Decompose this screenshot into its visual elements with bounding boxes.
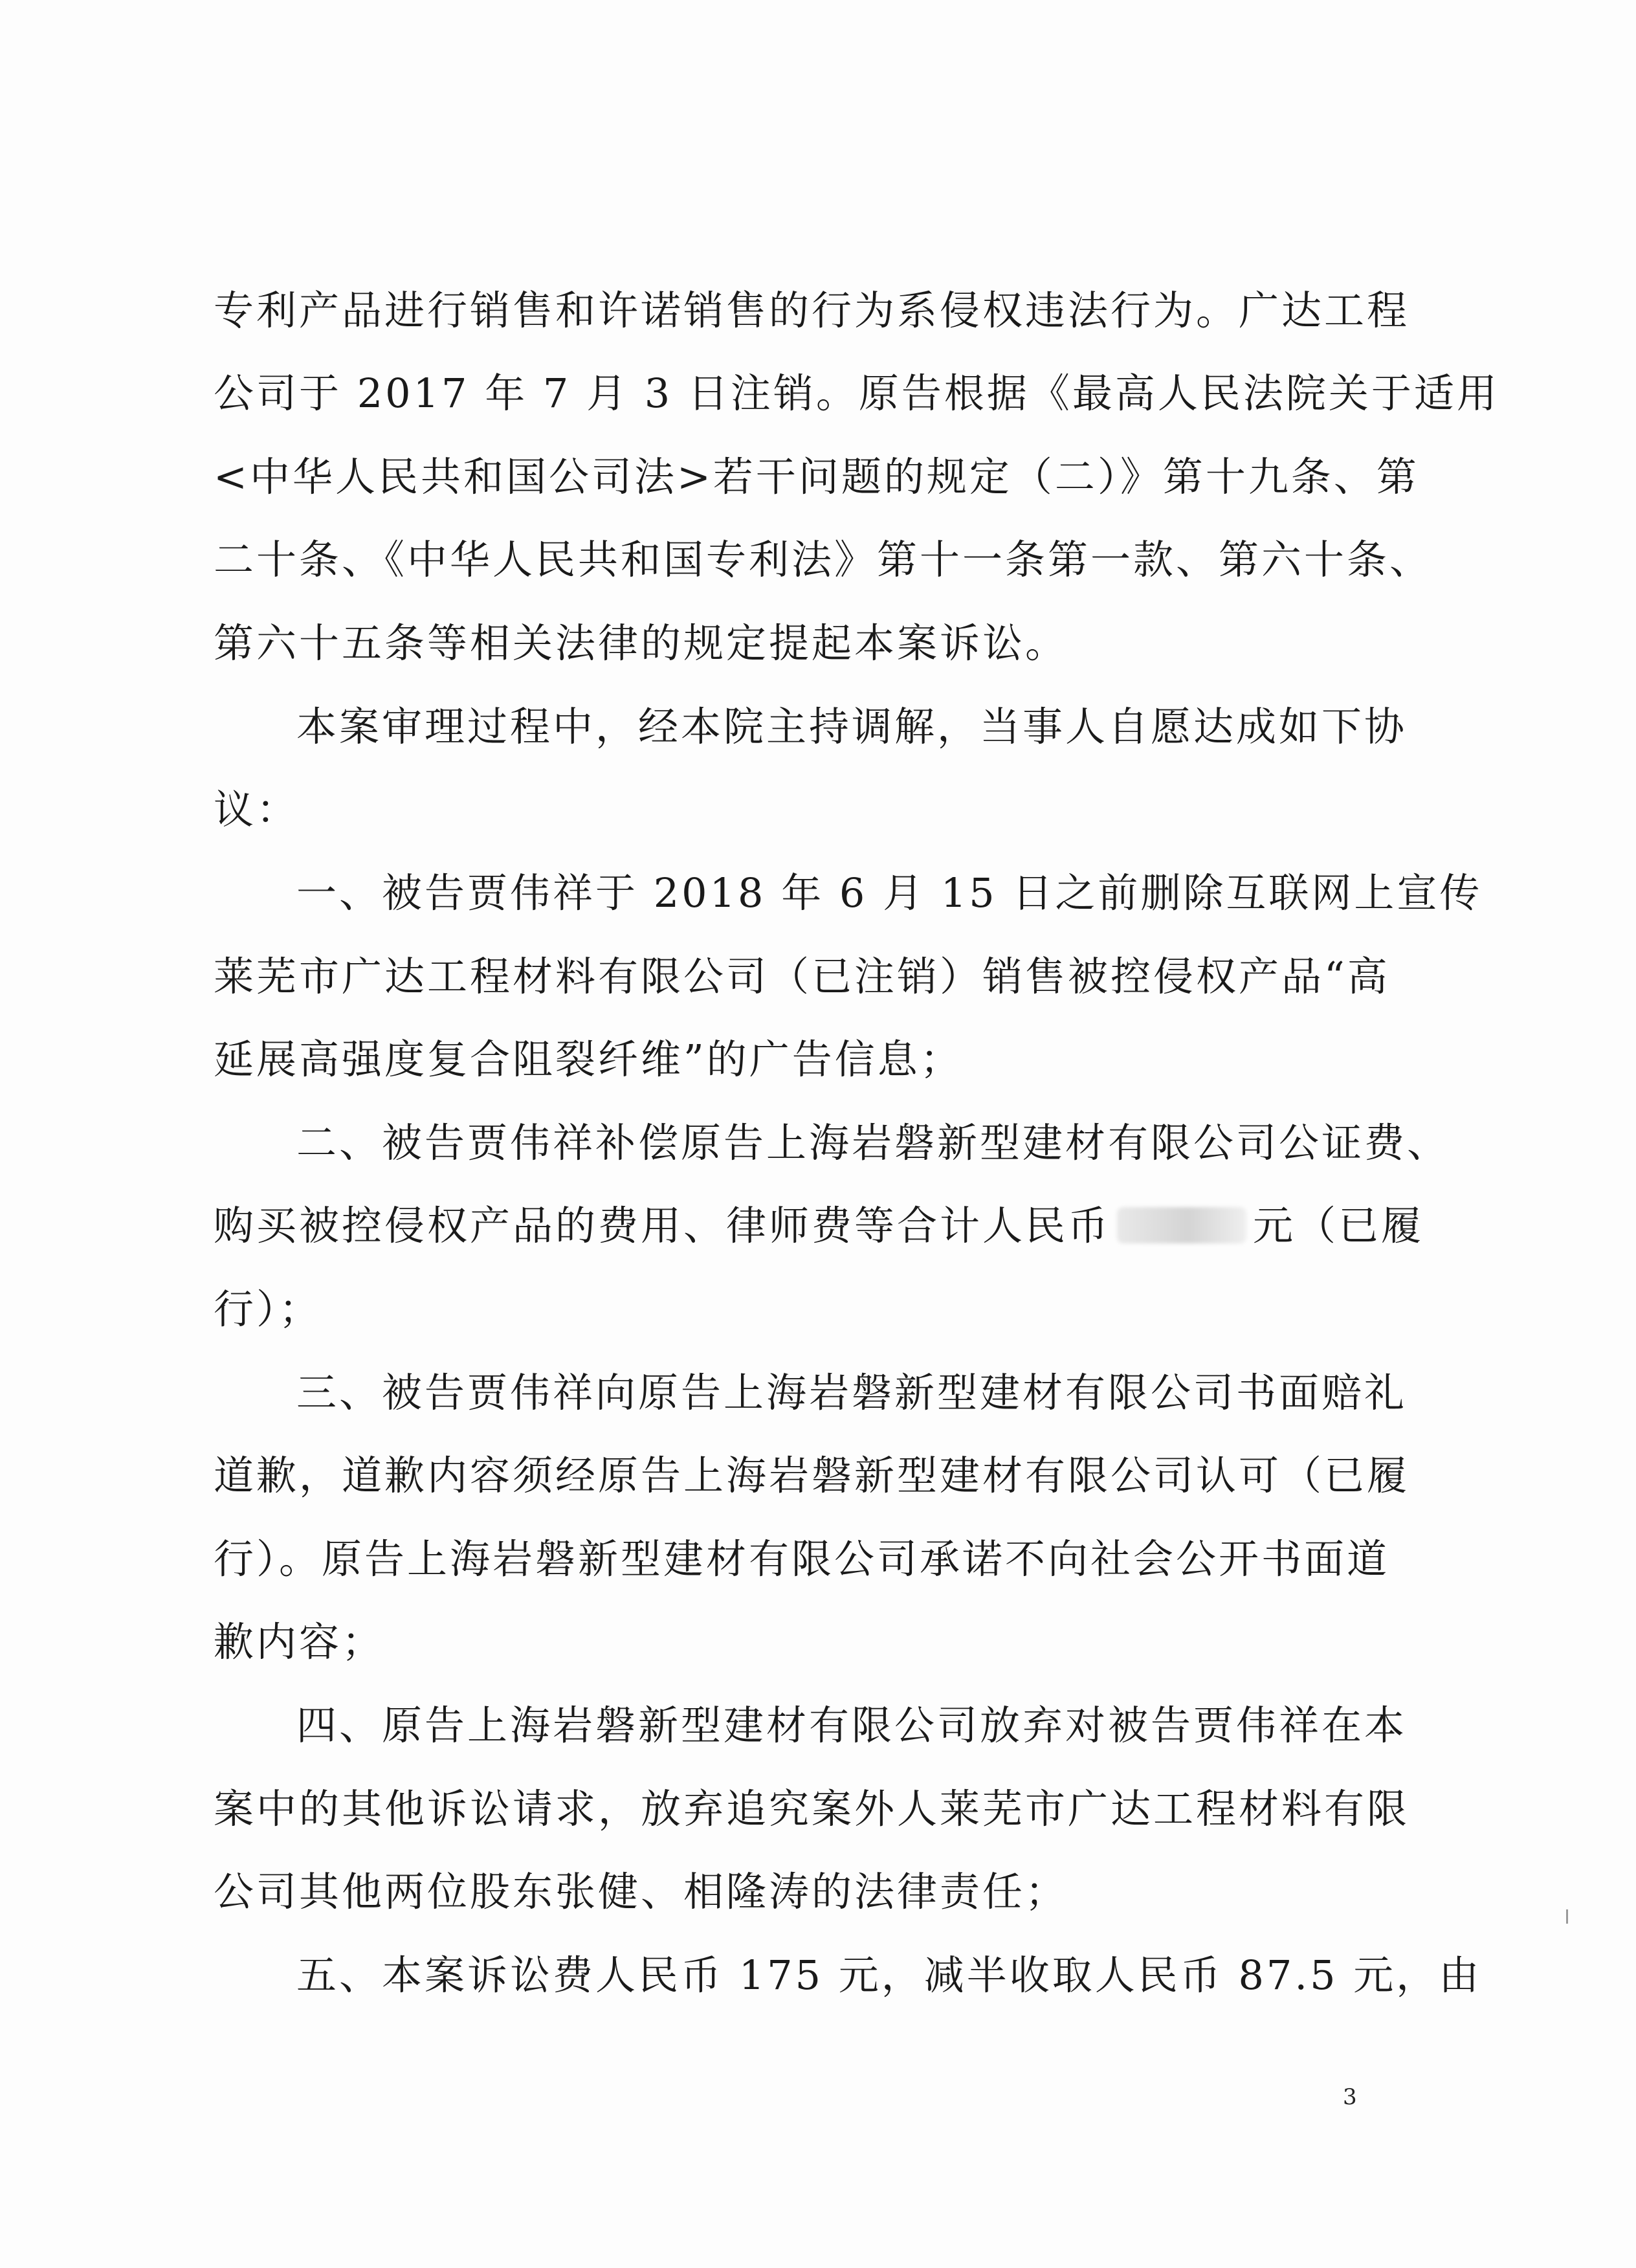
text-line-7: 议： — [214, 786, 300, 833]
text-line-5: 第六十五条等相关法律的规定提起本案诉讼。 — [214, 619, 1068, 667]
text-line-12 — [214, 1200, 1424, 1252]
text-line-12-start: 购买被控侵权产品的费用、律师费等合计人民币 — [214, 1202, 1111, 1249]
text-line-20: 公司其他两位股东张健、相隆涛的法律责任； — [214, 1868, 1068, 1915]
text-line-11: 二、被告贾伟祥补偿原告上海岩磐新型建材有限公司公证费、 — [296, 1119, 1450, 1166]
text-line-17: 歉内容； — [214, 1618, 385, 1665]
text-line-16: 行）。原告上海岩磐新型建材有限公司承诺不向社会公开书面道 — [214, 1535, 1390, 1583]
text-line-1: 专利产品进行销售和许诺销售的行为系侵权违法行为。广达工程 — [214, 287, 1410, 334]
text-line-21: 五、本案诉讼费人民币 175 元，减半收取人民币 87.5 元，由 — [296, 1951, 1482, 1999]
text-line-8: 一、被告贾伟祥于 2018 年 6 月 15 日之前删除互联网上宣传 — [296, 869, 1483, 917]
text-line-9: 莱芜市广达工程材料有限公司（已注销）销售被控侵权产品“高 — [214, 953, 1390, 1000]
text-line-6: 本案审理过程中，经本院主持调解，当事人自愿达成如下协 — [296, 703, 1408, 750]
scan-speck — [1566, 1909, 1568, 1924]
text-line-13: 行）； — [214, 1285, 322, 1333]
text-line-10: 延展高强度复合阻裂纤维”的广告信息； — [214, 1036, 963, 1083]
text-line-19: 案中的其他诉讼请求，放弃追究案外人莱芜市广达工程材料有限 — [214, 1785, 1410, 1832]
text-line-14: 三、被告贾伟祥向原告上海岩磐新型建材有限公司书面赔礼 — [296, 1369, 1408, 1416]
text-line-15: 道歉，道歉内容须经原告上海岩磐新型建材有限公司认可（已履 — [214, 1452, 1410, 1499]
text-line-4: 二十条、《中华人民共和国专利法》第十一条第一款、第六十条、 — [214, 536, 1433, 583]
page-number: 3 — [1343, 2084, 1357, 2110]
text-line-18: 四、原告上海岩磐新型建材有限公司放弃对被告贾伟祥在本 — [296, 1702, 1408, 1749]
text-line-2: 公司于 2017 年 7 月 3 日注销。原告根据《最高人民法院关于适用 — [214, 370, 1499, 417]
redacted-amount — [1117, 1207, 1246, 1243]
text-line-3: <中华人民共和国公司法>若干问题的规定（二）》第十九条、第 — [214, 453, 1419, 500]
text-line-12-end: 元（已履 — [1253, 1202, 1424, 1249]
